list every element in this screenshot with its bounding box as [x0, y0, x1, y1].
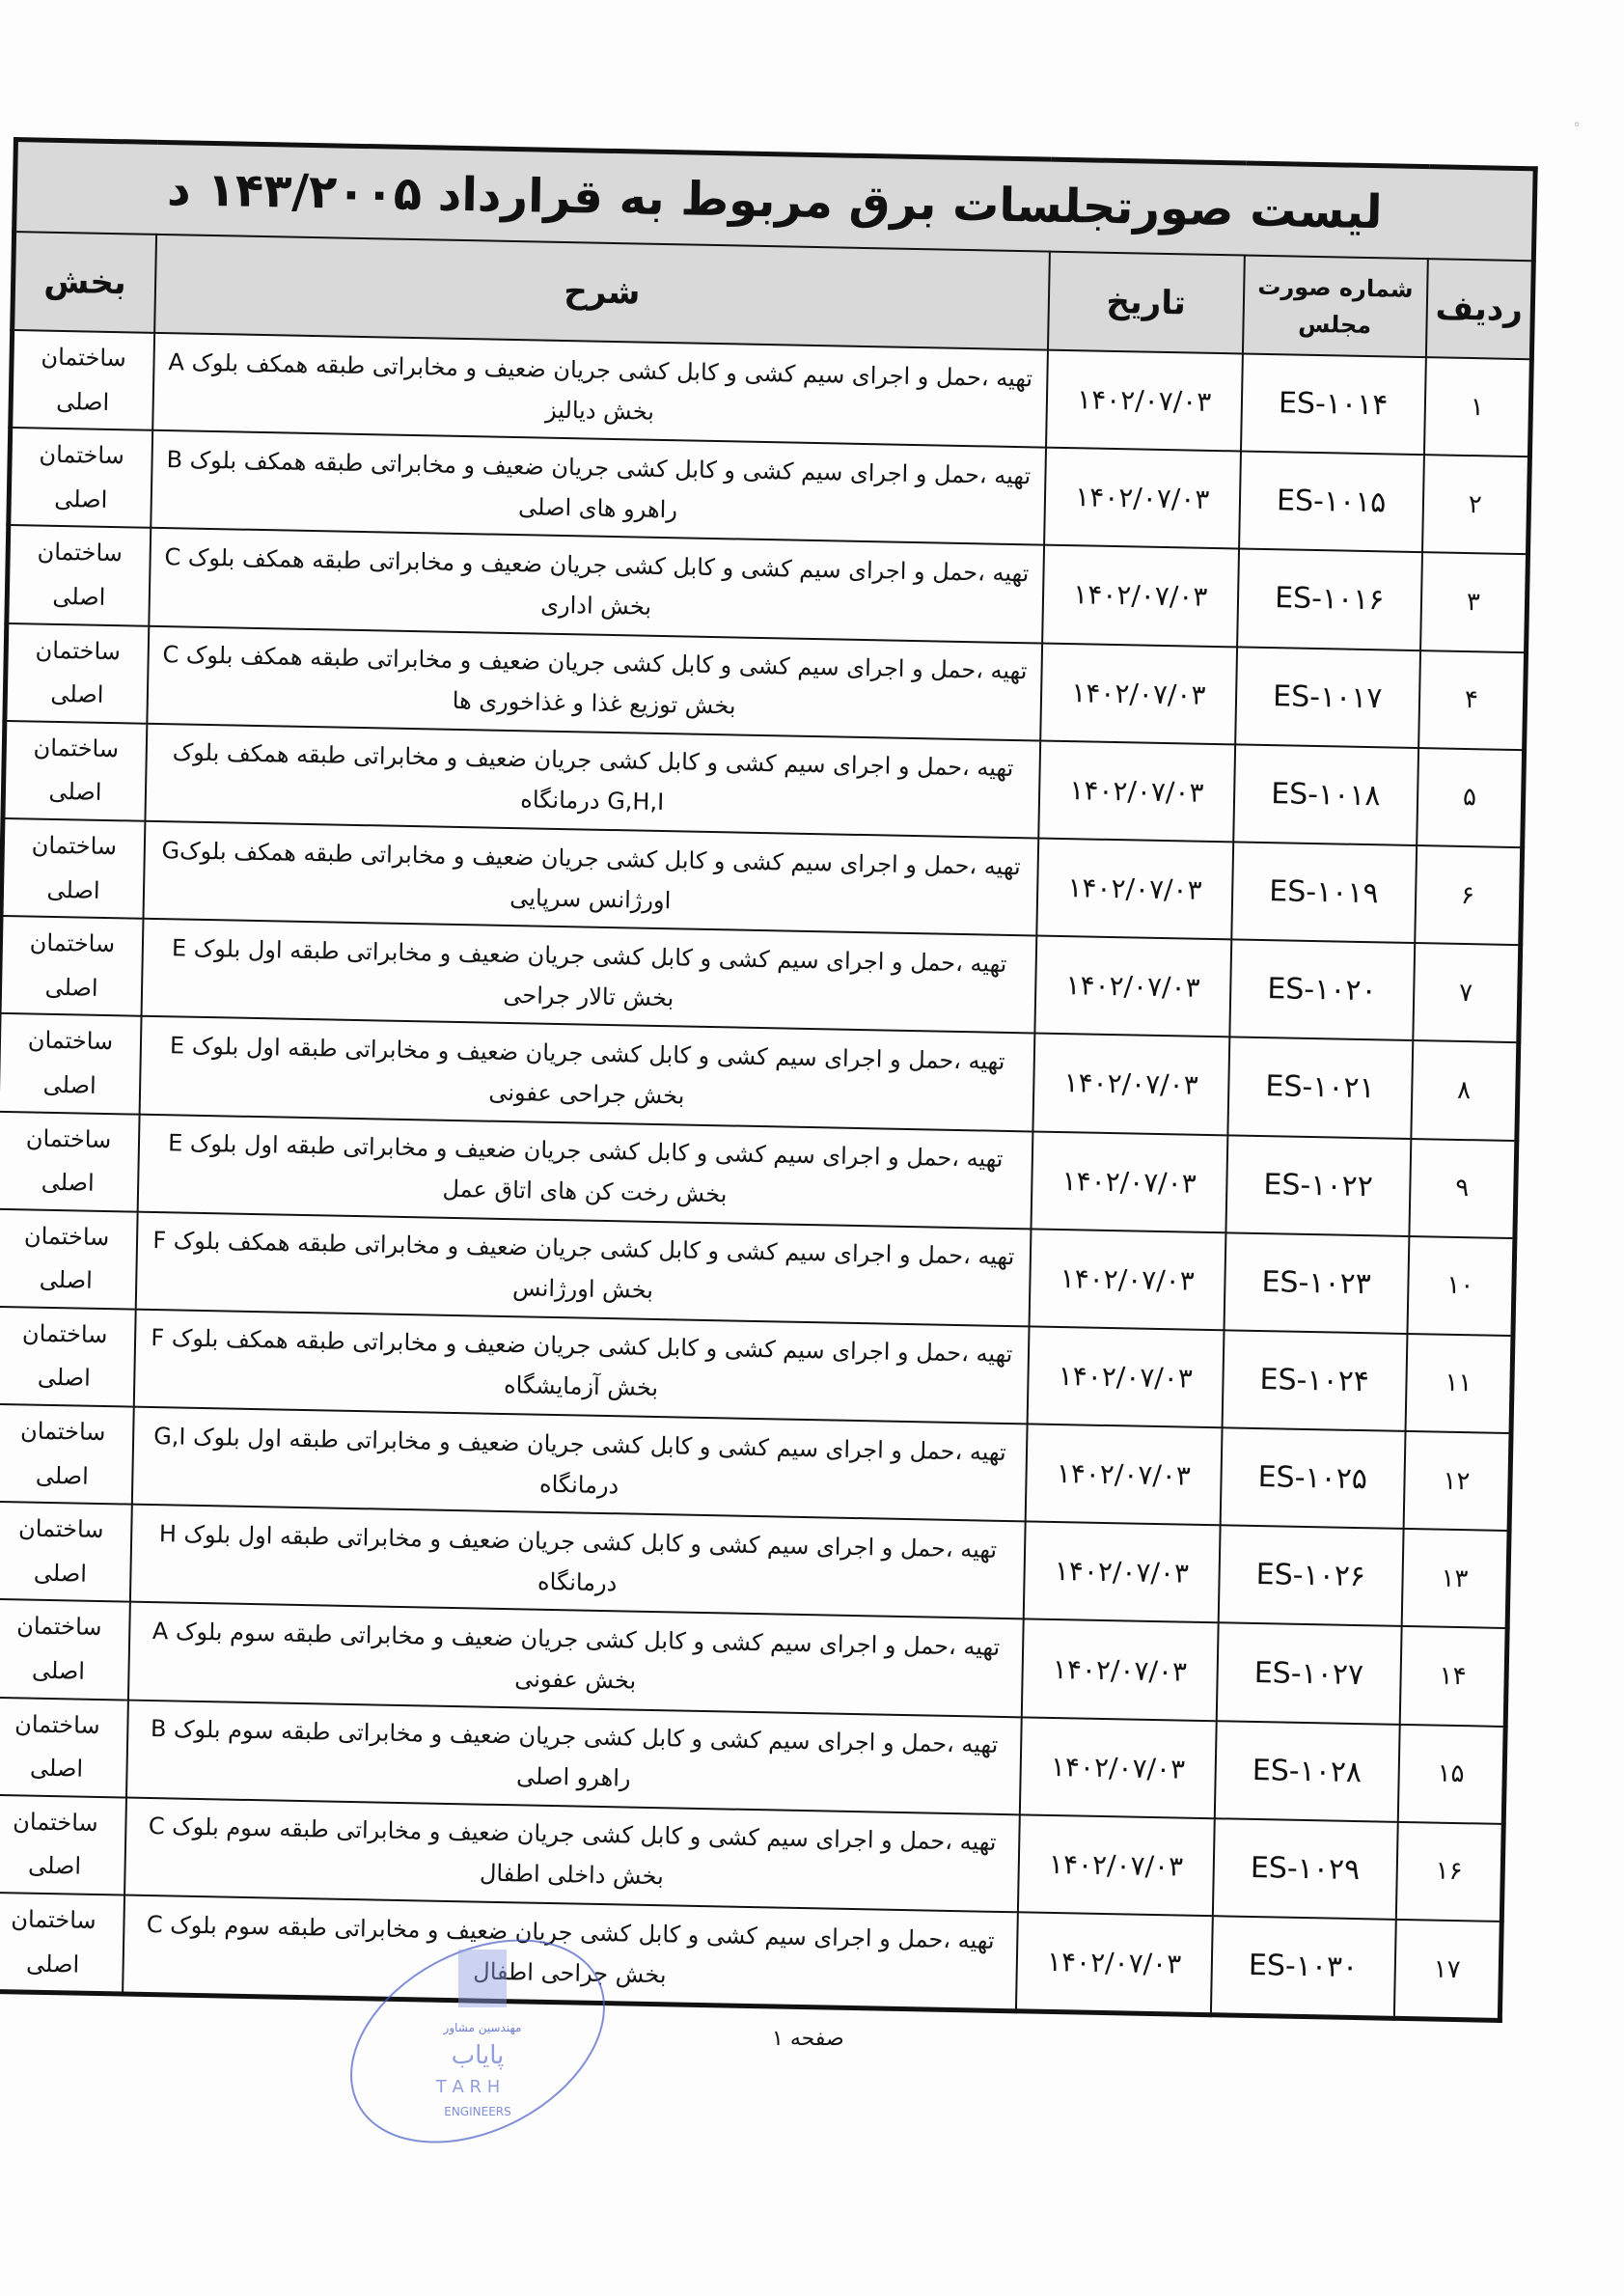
minutes-code-cell: ES-۱۰۲۷: [1216, 1623, 1401, 1725]
date-cell: ۱۴۰۲/۰۷/۰۳: [1046, 350, 1243, 452]
date-cell: ۱۴۰۲/۰۷/۰۳: [1016, 1912, 1213, 2015]
row-number-cell: ۱۲: [1403, 1431, 1511, 1531]
minutes-code-cell: ES-۱۰۲۱: [1227, 1037, 1413, 1139]
date-cell: ۱۴۰۲/۰۷/۰۳: [1018, 1814, 1215, 1916]
description-cell: تهیه ،حمل و اجرای سیم کشی و کابل کشی جریان ضعیف و مخابراتی طبقه اول بلوک E بخش رخت کن های اتاق عمل: [138, 1114, 1032, 1229]
header-minutes-code: شماره صورت مجلس: [1243, 256, 1428, 358]
minutes-code-cell: ES-۱۰۲۲: [1225, 1135, 1411, 1236]
description-cell: تهیه ،حمل و اجرای سیم کشی و کابل کشی جریان ضعیف و مخابراتی طبقه اول بلوک H درمانگاه: [130, 1505, 1025, 1619]
stamp-line-3: T A R H: [435, 2077, 501, 2097]
header-row-number: ردیف: [1426, 259, 1534, 359]
row-number-cell: ۲: [1422, 455, 1530, 554]
row-number-cell: ۳: [1420, 552, 1528, 651]
row-number-cell: ۸: [1411, 1040, 1519, 1140]
description-cell: تهیه ،حمل و اجرای سیم کشی و کابل کشی جریان ضعیف و مخابراتی طبقه سوم بلوک A بخش عفونی: [128, 1602, 1023, 1717]
row-number-cell: ۱۰: [1407, 1236, 1515, 1336]
section-cell: ساختمان اصلی: [0, 1502, 132, 1602]
description-cell: تهیه ،حمل و اجرای سیم کشی و کابل کشی جریان ضعیف و مخابراتی طبقه همکف بلوک F بخش آزمایشگاه: [134, 1310, 1029, 1425]
minutes-code-cell: ES-۱۰۱۶: [1237, 549, 1422, 650]
row-number-cell: ۱۱: [1405, 1334, 1513, 1433]
minutes-code-cell: ES-۱۰۲۰: [1229, 940, 1415, 1041]
section-cell: ساختمان اصلی: [1, 818, 145, 919]
description-cell: تهیه ،حمل و اجرای سیم کشی و کابل کشی جریان ضعیف و مخابراتی طبقه اول بلوک G,I درمانگاه: [132, 1407, 1027, 1522]
table-container: [0, 137, 1577, 2024]
description-cell: تهیه ،حمل و اجرای سیم کشی و کابل کشی جریان ضعیف و مخابراتی طبقه همکف بلوک B راهرو های اصلی: [151, 430, 1045, 545]
header-date: تاریخ: [1048, 252, 1245, 354]
section-cell: ساختمان اصلی: [11, 330, 154, 430]
row-number-cell: ۴: [1418, 650, 1527, 750]
stamp-line-4: ENGINEERS: [444, 2105, 511, 2118]
description-cell: تهیه ،حمل و اجرای سیم کشی و کابل کشی جریان ضعیف و مخابراتی طبقه سوم بلوک C بخش داخلی اطفال: [124, 1797, 1019, 1912]
description-cell: تهیه ،حمل و اجرای سیم کشی و کابل کشی جریان ضعیف و مخابراتی طبقه همکف بلوک G,H,I درمانگاه: [145, 724, 1039, 839]
section-cell: ساختمان اصلی: [0, 916, 143, 1016]
company-stamp: [333, 1911, 622, 2162]
date-cell: ۱۴۰۲/۰۷/۰۳: [1038, 740, 1235, 842]
date-cell: ۱۴۰۲/۰۷/۰۳: [1029, 1229, 1225, 1330]
minutes-code-cell: ES-۱۰۲۳: [1224, 1232, 1409, 1334]
stamp-line-2: پایاب: [451, 2041, 505, 2070]
section-cell: ساختمان اصلی: [0, 1599, 130, 1700]
minutes-code-cell: ES-۱۰۱۹: [1231, 842, 1417, 943]
minutes-code-cell: ES-۱۰۱۵: [1239, 452, 1424, 553]
minutes-code-cell: ES-۱۰۲۶: [1218, 1526, 1403, 1627]
description-cell: تهیه ،حمل و اجرای سیم کشی و کابل کشی جریان ضعیف و مخابراتی طبقه اول بلوک E بخش جراحی عفونی: [140, 1016, 1034, 1131]
section-cell: ساختمان اصلی: [0, 1893, 124, 1995]
section-cell: ساختمان اصلی: [0, 1404, 134, 1505]
section-cell: ساختمان اصلی: [0, 1307, 136, 1407]
date-cell: ۱۴۰۲/۰۷/۰۳: [1036, 838, 1233, 939]
description-cell: تهیه ،حمل و اجرای سیم کشی و کابل کشی جریان ضعیف و مخابراتی طبقه همکف بلوک A بخش دیالیز: [152, 333, 1047, 448]
row-number-cell: ۱۴: [1399, 1626, 1507, 1726]
minutes-code-cell: ES-۱۰۲۵: [1220, 1427, 1405, 1529]
minutes-code-cell: ES-۱۰۱۷: [1235, 647, 1420, 748]
row-number-cell: ۵: [1417, 748, 1525, 847]
description-cell: تهیه ،حمل و اجرای سیم کشی و کابل کشی جریان ضعیف و مخابراتی طبقه اول بلوک E بخش تالار جراحی: [142, 919, 1036, 1034]
section-cell: ساختمان اصلی: [0, 1013, 142, 1114]
minutes-code-cell: ES-۱۰۲۸: [1215, 1721, 1400, 1822]
section-cell: ساختمان اصلی: [0, 1209, 138, 1310]
section-cell: ساختمان اصلی: [7, 525, 151, 625]
section-cell: ساختمان اصلی: [0, 1111, 140, 1211]
stamp-line-1: مهندسین مشاور: [443, 2021, 522, 2034]
date-cell: ۱۴۰۲/۰۷/۰۳: [1032, 1034, 1229, 1135]
description-cell: تهیه ،حمل و اجرای سیم کشی و کابل کشی جریان ضعیف و مخابراتی طبقه همکف بلوکG اورژانس سرپایی: [143, 821, 1037, 936]
description-cell: تهیه ،حمل و اجرای سیم کشی و کابل کشی جریان ضعیف و مخابراتی طبقه همکف بلوک C بخش توزیع غذا و غذاخوری ها: [147, 625, 1041, 740]
description-cell: تهیه ،حمل و اجرای سیم کشی و کابل کشی جریان ضعیف و مخابراتی طبقه همکف بلوک F بخش اورژانس: [136, 1211, 1031, 1326]
minutes-code-cell: ES-۱۰۲۹: [1213, 1818, 1398, 1920]
date-cell: ۱۴۰۲/۰۷/۰۳: [1027, 1326, 1224, 1427]
section-cell: ساختمان اصلی: [0, 1795, 126, 1895]
date-cell: ۱۴۰۲/۰۷/۰۳: [1040, 643, 1237, 744]
date-cell: ۱۴۰۲/۰۷/۰۳: [1025, 1424, 1222, 1525]
description-cell: تهیه ،حمل و اجرای سیم کشی و کابل کشی جریان ضعیف و مخابراتی طبقه سوم بلوک B راهرو اصلی: [126, 1700, 1021, 1814]
date-cell: ۱۴۰۲/۰۷/۰۳: [1031, 1131, 1227, 1232]
minutes-code-cell: ES-۱۰۱۸: [1233, 744, 1418, 845]
date-cell: ۱۴۰۲/۰۷/۰۳: [1042, 545, 1239, 647]
date-cell: ۱۴۰۲/۰۷/۰۳: [1021, 1619, 1218, 1721]
date-cell: ۱۴۰۲/۰۷/۰۳: [1020, 1717, 1217, 1818]
scan-mark: ◦: [1573, 118, 1582, 133]
section-cell: ساختمان اصلی: [5, 623, 149, 724]
row-number-cell: ۱۳: [1401, 1529, 1509, 1628]
date-cell: ۱۴۰۲/۰۷/۰۳: [1034, 936, 1231, 1037]
row-number-cell: ۱: [1424, 357, 1532, 456]
section-cell: ساختمان اصلی: [9, 428, 152, 528]
row-number-cell: ۹: [1409, 1138, 1517, 1237]
minutes-code-cell: ES-۱۰۱۴: [1241, 353, 1426, 455]
row-number-cell: ۷: [1413, 943, 1521, 1042]
minutes-code-cell: ES-۱۰۲۴: [1222, 1330, 1407, 1431]
header-description: شرح: [154, 235, 1050, 350]
page-number: صفحه ۱: [772, 2027, 844, 2051]
header-section: بخش: [13, 232, 156, 333]
minutes-table: [0, 137, 1538, 2023]
row-number-cell: ۱۶: [1396, 1822, 1504, 1922]
description-cell: تهیه ،حمل و اجرای سیم کشی و کابل کشی جریان ضعیف و مخابراتی طبقه سوم بلوک C بخش جراحی اطفال: [123, 1895, 1018, 2011]
row-number-cell: ۱۵: [1397, 1725, 1505, 1824]
description-cell: تهیه ،حمل و اجرای سیم کشی و کابل کشی جریان ضعیف و مخابراتی طبقه همکف بلوک C بخش اداری: [149, 528, 1043, 643]
section-cell: ساختمان اصلی: [0, 1697, 128, 1797]
row-number-cell: ۱۷: [1394, 1920, 1502, 2021]
document-title: لیست صورتجلسات برق مربوط به قرارداد ۱۴۳/۲۰۰۵ د: [14, 140, 1536, 262]
date-cell: ۱۴۰۲/۰۷/۰۳: [1044, 448, 1241, 549]
table-body: [0, 330, 1531, 2021]
date-cell: ۱۴۰۲/۰۷/۰۳: [1023, 1522, 1220, 1623]
section-cell: ساختمان اصلی: [3, 721, 147, 821]
minutes-code-cell: ES-۱۰۳۰: [1211, 1916, 1396, 2018]
row-number-cell: ۶: [1415, 845, 1523, 945]
